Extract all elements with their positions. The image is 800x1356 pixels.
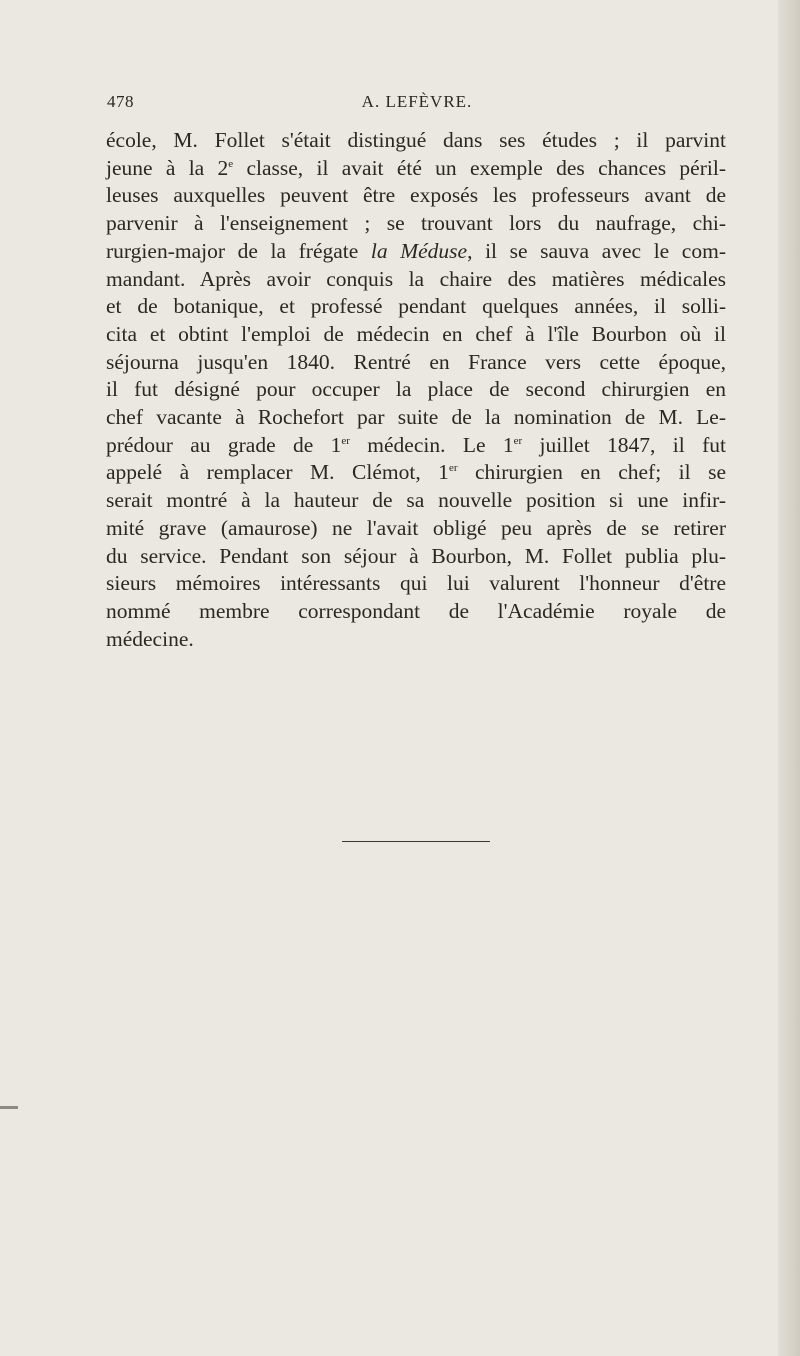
text-line: mandant. Après avoir conquis la chaire des matières médicales [106,266,726,291]
superscript: er [448,462,458,475]
body-paragraph [106,127,726,653]
text-line: prédour au grade de 1er médecin. Le 1er juillet 1847, il fut [106,432,726,457]
text-line: chef vacante à Rochefort par suite de la nomination de M. Le- [106,405,726,430]
page-number: 478 [107,92,134,111]
text-line: cita et obtint l'emploi de médecin en chef à l'île Bourbon où il [106,321,726,346]
text-line: séjourna jusqu'en 1840. Rentré en France vers cette époque, [106,349,726,374]
text-line: et de botanique, et professé pendant quelques années, il solli- [106,294,726,319]
superscript: er [341,434,350,447]
text-line: jeune à la 2e classe, il avait été un exemple des chances péril- [106,155,726,180]
text-line: il fut désigné pour occuper la place de second chirurgien en [106,377,726,402]
page-edge [778,0,800,1356]
text-line: école, M. Follet s'était distingué dans ses études ; il parvint [106,128,726,152]
superscript: er [513,434,523,447]
running-head: A. LEFÈVRE. [361,92,473,111]
superscript: e [228,157,234,170]
ship-name: la Méduse [370,238,468,263]
text-line: médecine. [106,626,194,651]
text-line: appelé à remplacer M. Clémot, 1er chirurgien en chef; il se [106,460,726,485]
page-header [107,92,727,116]
text-line: leuses auxquelles peuvent être exposés les professeurs avant de [106,183,726,208]
text-line: parvenir à l'enseignement ; se trouvant lors du naufrage, chi- [106,211,726,236]
text-line: serait montré à la hauteur de sa nouvelle position si une infir- [106,488,726,513]
text-line: mité grave (amaurose) ne l'avait obligé peu après de se retirer [106,515,726,540]
margin-mark [0,1106,18,1109]
text-line: nommé membre correspondant de l'Académie royale de [106,598,726,623]
section-divider [342,841,490,842]
text-line: du service. Pendant son séjour à Bourbon, M. Follet publia plu- [106,543,726,568]
text-line: sieurs mémoires intéressants qui lui valurent l'honneur d'être [106,571,726,596]
text-line: rurgien-major de la frégate la Méduse, il se sauva avec le com- [106,238,726,263]
